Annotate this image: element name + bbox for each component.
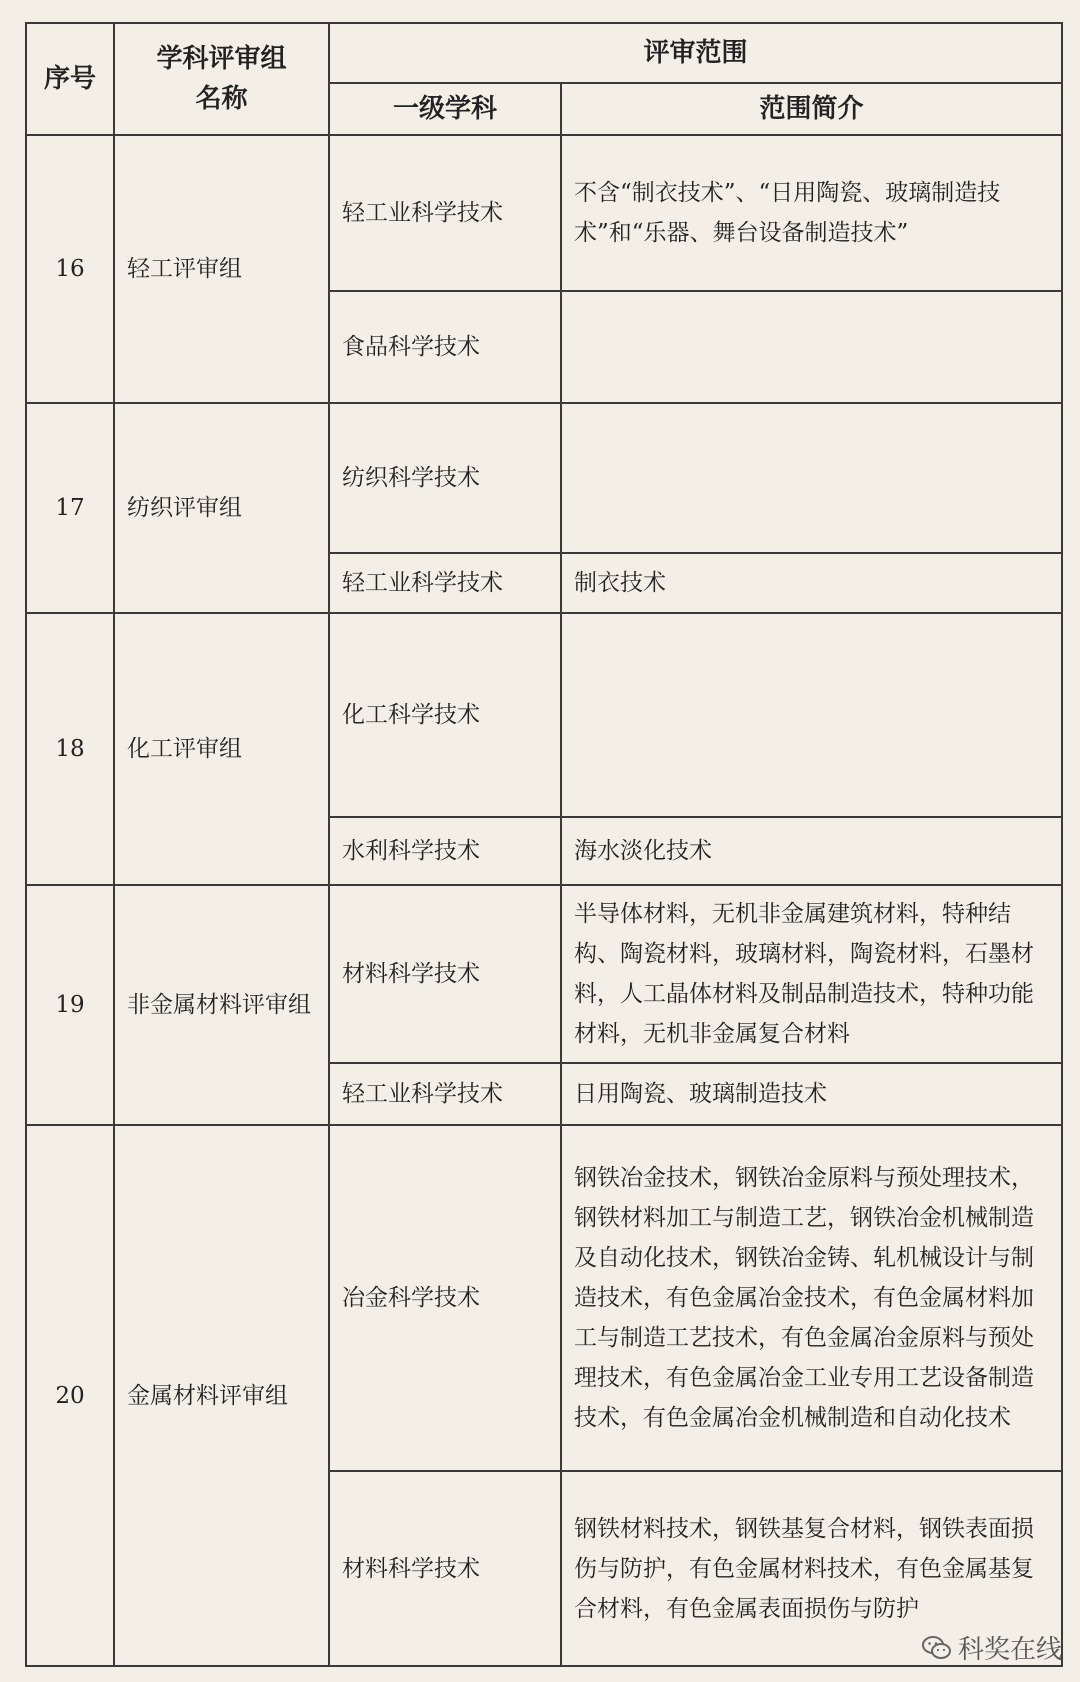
row-seq: 19 — [26, 885, 114, 1125]
row-intro — [561, 403, 1062, 553]
row-seq: 17 — [26, 403, 114, 613]
table-row — [26, 135, 1062, 291]
row-intro: 日用陶瓷、玻璃制造技术 — [561, 1063, 1062, 1125]
table-row — [26, 1125, 1062, 1471]
row-subject: 食品科学技术 — [329, 291, 561, 403]
row-subject: 轻工业科学技术 — [329, 1063, 561, 1125]
row-subject: 水利科学技术 — [329, 817, 561, 885]
row-group: 非金属材料评审组 — [114, 885, 329, 1125]
header-seq: 序号 — [26, 23, 114, 135]
row-intro: 海水淡化技术 — [561, 817, 1062, 885]
row-seq: 18 — [26, 613, 114, 885]
table-row — [26, 403, 1062, 553]
row-group: 纺织评审组 — [114, 403, 329, 613]
row-intro: 制衣技术 — [561, 553, 1062, 613]
row-subject: 冶金科学技术 — [329, 1125, 561, 1471]
row-subject: 材料科学技术 — [329, 885, 561, 1063]
row-intro: 半导体材料，无机非金属建筑材料，特种结构、陶瓷材料，玻璃材料，陶瓷材料，石墨材料，人工晶体材料及制品制造技术，特种功能材料，无机非金属复合材料 — [561, 885, 1062, 1063]
row-subject: 轻工业科学技术 — [329, 135, 561, 291]
wechat-icon — [922, 1635, 952, 1661]
header-scope: 评审范围 — [329, 23, 1062, 83]
header-group — [114, 23, 329, 135]
row-group: 化工评审组 — [114, 613, 329, 885]
row-intro: 钢铁冶金技术，钢铁冶金原料与预处理技术，钢铁材料加工与制造工艺，钢铁冶金机械制造及自动化技术，钢铁冶金铸、轧机械设计与制造技术，有色金属冶金技术，有色金属材料加工与制造工艺技术，有色金属冶金原料与预处理技术，有色金属冶金工业专用工艺设备制造技术，有色金属冶金机械制造和自动化技术 — [561, 1125, 1062, 1471]
watermark-text: 科奖在线 — [957, 1635, 1062, 1665]
table-row — [26, 885, 1062, 1063]
header-group-line1: 学科评审组 — [156, 44, 287, 74]
row-subject: 纺织科学技术 — [329, 403, 561, 553]
review-scope-table — [25, 22, 1063, 1667]
header-group-line2: 名称 — [195, 84, 248, 114]
row-intro — [561, 613, 1062, 817]
header-subject: 一级学科 — [329, 83, 561, 135]
row-group: 轻工评审组 — [114, 135, 329, 403]
row-intro: 不含“制衣技术”、“日用陶瓷、玻璃制造技术”和“乐器、舞台设备制造技术” — [561, 135, 1062, 291]
row-subject: 化工科学技术 — [329, 613, 561, 817]
row-intro — [561, 291, 1062, 403]
table-row — [26, 613, 1062, 817]
watermark — [922, 1629, 1062, 1666]
row-intro: 钢铁材料技术，钢铁基复合材料，钢铁表面损伤与防护，有色金属材料技术，有色金属基复合材料，有色金属表面损伤与防护 — [561, 1471, 1062, 1666]
header-scope-intro: 范围简介 — [561, 83, 1062, 135]
row-subject: 轻工业科学技术 — [329, 553, 561, 613]
row-seq: 20 — [26, 1125, 114, 1666]
row-seq: 16 — [26, 135, 114, 403]
row-subject: 材料科学技术 — [329, 1471, 561, 1666]
row-group: 金属材料评审组 — [114, 1125, 329, 1666]
